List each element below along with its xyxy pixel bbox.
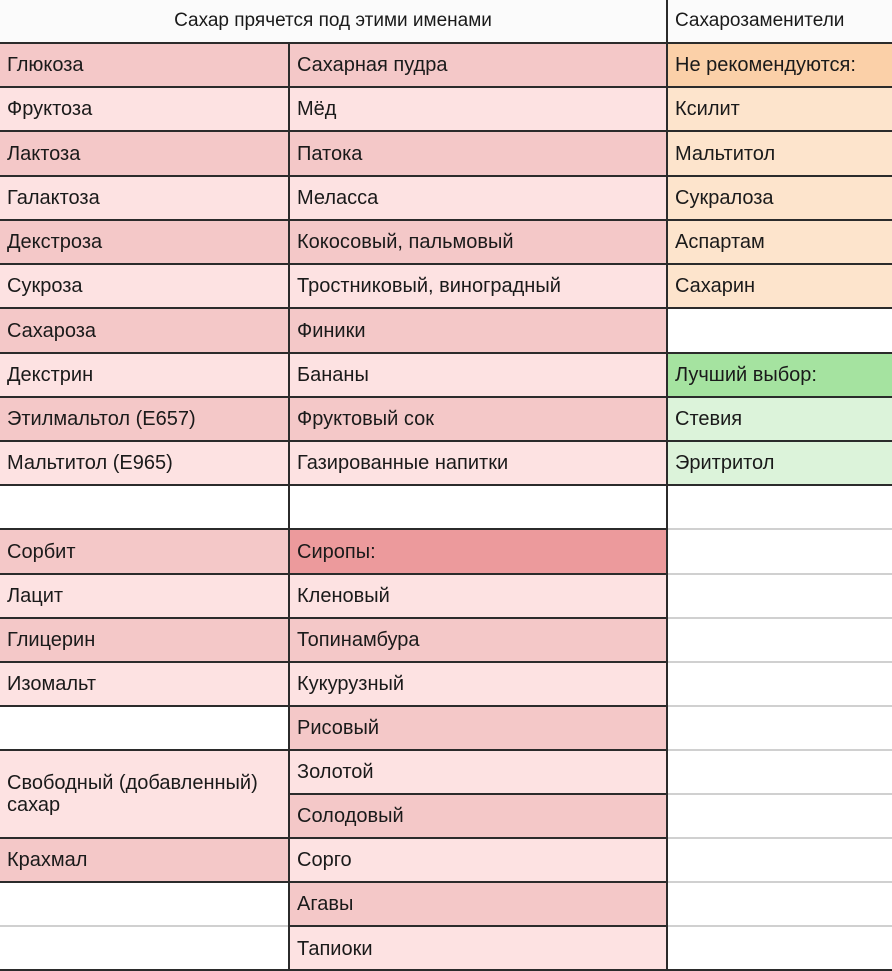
col2-item: Патока bbox=[290, 132, 666, 175]
col2-syrup-item: Кленовый bbox=[290, 575, 666, 617]
col1-item: Лацит bbox=[0, 575, 288, 617]
col1-empty-cell bbox=[0, 707, 288, 749]
grid-line bbox=[288, 42, 290, 971]
col2-syrups-title: Сиропы: bbox=[290, 530, 666, 573]
col2-syrup-item: Топинамбура bbox=[290, 619, 666, 661]
grid-line bbox=[0, 484, 892, 486]
grid-line-light bbox=[668, 925, 892, 927]
grid-line bbox=[0, 130, 892, 132]
col1-item: Декстрин bbox=[0, 354, 288, 396]
col3-not-recommended-item: Сахарин bbox=[668, 265, 892, 307]
col2-item: Сахарная пудра bbox=[290, 44, 666, 86]
grid-line-light bbox=[668, 617, 892, 619]
grid-line bbox=[0, 881, 666, 883]
col1-item: Лактоза bbox=[0, 132, 288, 175]
grid-line bbox=[0, 396, 892, 398]
grid-line-light bbox=[668, 705, 892, 707]
col1-item: Изомальт bbox=[0, 663, 288, 705]
grid-line bbox=[0, 617, 666, 619]
grid-line bbox=[0, 175, 892, 177]
grid-line bbox=[0, 42, 892, 44]
grid-line bbox=[0, 661, 666, 663]
col3-not-recommended-item: Ксилит bbox=[668, 88, 892, 130]
col2-item: Меласса bbox=[290, 177, 666, 219]
grid-line bbox=[290, 925, 666, 927]
col2-syrup-item: Золотой bbox=[290, 751, 666, 793]
col1-item: Сукроза bbox=[0, 265, 288, 307]
col2-item: Газированные напитки bbox=[290, 442, 666, 484]
grid-line bbox=[666, 0, 668, 971]
grid-line bbox=[0, 528, 666, 530]
col3-best-item: Эритритол bbox=[668, 442, 892, 484]
col2-item: Бананы bbox=[290, 354, 666, 396]
grid-line-light bbox=[668, 793, 892, 795]
col2-syrup-item: Кукурузный bbox=[290, 663, 666, 705]
col3-not-recommended-title: Не рекомендуются: bbox=[668, 44, 892, 86]
col2-item: Кокосовый, пальмовый bbox=[290, 221, 666, 263]
grid-line bbox=[0, 440, 892, 442]
grid-line bbox=[0, 352, 892, 354]
col1-starch: Крахмал bbox=[0, 839, 288, 881]
col3-best-title: Лучший выбор: bbox=[668, 354, 892, 396]
grid-line-light bbox=[0, 925, 288, 927]
col2-syrup-item: Агавы bbox=[290, 883, 666, 925]
grid-line-light bbox=[668, 881, 892, 883]
col2-empty-cell bbox=[290, 486, 666, 528]
col1-item: Глюкоза bbox=[0, 44, 288, 86]
col1-item: Сахароза bbox=[0, 309, 288, 352]
col2-item: Финики bbox=[290, 309, 666, 352]
grid-line-light bbox=[668, 573, 892, 575]
col1-item: Сорбит bbox=[0, 530, 288, 573]
col1-item: Глицерин bbox=[0, 619, 288, 661]
grid-line bbox=[0, 86, 892, 88]
col1-item: Мальтитол (Е965) bbox=[0, 442, 288, 484]
grid-line bbox=[0, 219, 892, 221]
grid-line bbox=[290, 793, 666, 795]
grid-line-light bbox=[668, 749, 892, 751]
grid-line bbox=[0, 307, 892, 309]
col1-empty-cell bbox=[0, 883, 288, 971]
col1-item: Декстроза bbox=[0, 221, 288, 263]
header-right-title: Сахарозаменители bbox=[668, 0, 892, 42]
col2-item: Фруктовый сок bbox=[290, 398, 666, 440]
col1-item: Галактоза bbox=[0, 177, 288, 219]
grid-line bbox=[0, 573, 666, 575]
col3-empty-cell bbox=[668, 309, 892, 352]
col2-syrup-item: Тапиоки bbox=[290, 927, 666, 971]
grid-line bbox=[0, 263, 892, 265]
grid-line-light bbox=[668, 837, 892, 839]
col3-not-recommended-item: Аспартам bbox=[668, 221, 892, 263]
grid-line-light bbox=[668, 661, 892, 663]
grid-line bbox=[0, 837, 666, 839]
col2-syrup-item: Рисовый bbox=[290, 707, 666, 749]
col2-item: Тростниковый, виноградный bbox=[290, 265, 666, 307]
col2-syrup-item: Сорго bbox=[290, 839, 666, 881]
col2-item: Мёд bbox=[290, 88, 666, 130]
col3-not-recommended-item: Сукралоза bbox=[668, 177, 892, 219]
col1-item: Этилмальтол (Е657) bbox=[0, 398, 288, 440]
header-left-title: Сахар прячется под этими именами bbox=[0, 0, 666, 42]
grid-line bbox=[0, 705, 666, 707]
col3-not-recommended-item: Мальтитол bbox=[668, 132, 892, 175]
grid-line-light bbox=[668, 528, 892, 530]
col3-best-item: Стевия bbox=[668, 398, 892, 440]
grid-line bbox=[0, 749, 666, 751]
col1-empty-cell bbox=[0, 486, 288, 528]
col2-syrup-item: Солодовый bbox=[290, 795, 666, 837]
col1-item: Фруктоза bbox=[0, 88, 288, 130]
col1-free-sugar: Свободный (добавленный) сахар bbox=[0, 751, 288, 837]
